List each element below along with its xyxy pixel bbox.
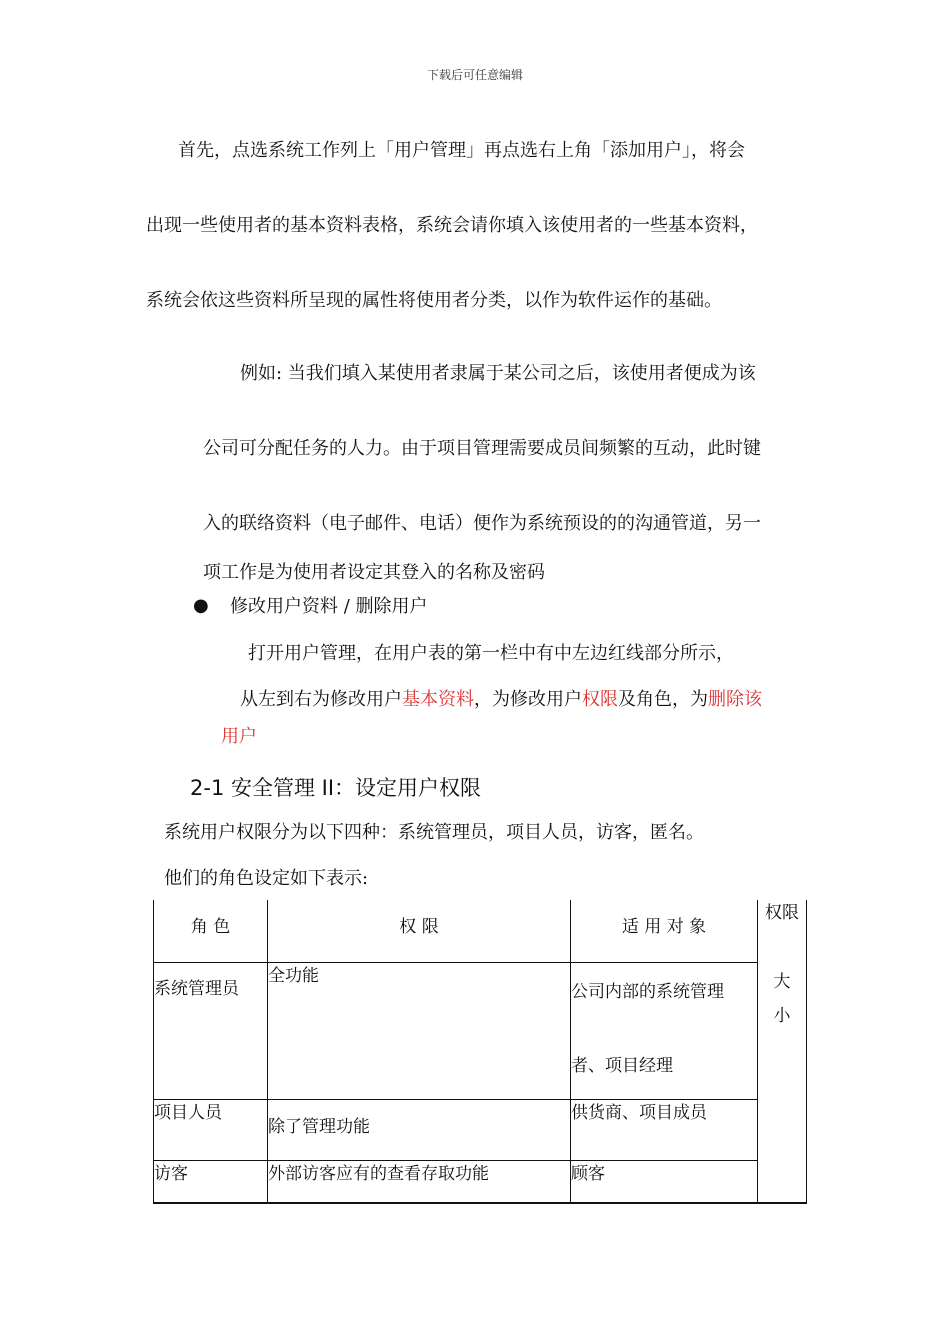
level-low: 小 bbox=[773, 1005, 791, 1026]
cell-permission: 外部访客应有的查看存取功能 bbox=[268, 1161, 571, 1203]
example-line-1: 例如: 当我们填入某使用者隶属于某公司之后，该使用者便成为该 bbox=[240, 363, 756, 384]
cell-role: 项目人员 bbox=[154, 1100, 268, 1161]
modify-line-1: 打开用户管理，在用户表的第一栏中有中左边红线部分所示， bbox=[248, 643, 734, 664]
modify-text-c: 及角色，为 bbox=[618, 689, 708, 710]
cell-role: 系统管理员 bbox=[154, 963, 268, 1100]
red-delete: 删除该 bbox=[708, 689, 762, 710]
cell-target: 公司内部的系统管理 者、项目经理 bbox=[571, 963, 758, 1100]
section-line-2: 他们的角色设定如下表示: bbox=[164, 868, 369, 889]
red-permission: 权限 bbox=[582, 689, 618, 710]
example-line-2: 公司可分配任务的人力。由于项目管理需要成员间频繁的互动，此时键 bbox=[203, 438, 761, 459]
cell-permission: 全功能 bbox=[268, 963, 571, 1100]
bullet-icon: ● bbox=[193, 595, 209, 616]
roles-table bbox=[153, 900, 807, 1204]
modify-line-3: 用户 bbox=[221, 726, 257, 747]
table-row bbox=[154, 1161, 807, 1203]
header-target: 适 用 对 象 bbox=[571, 900, 758, 963]
modify-text-a: 从左到右为修改用户 bbox=[240, 689, 402, 710]
table-header-row bbox=[154, 900, 807, 963]
intro-line-2: 出现一些使用者的基本资料表格，系统会请你填入该使用者的一些基本资料， bbox=[146, 215, 758, 236]
cell-target: 供货商、项目成员 bbox=[571, 1100, 758, 1161]
modify-text-b: ，为修改用户 bbox=[474, 689, 582, 710]
modify-line-2 bbox=[240, 688, 762, 712]
header-level: 权限 bbox=[758, 900, 807, 963]
level-high: 大 bbox=[773, 971, 791, 992]
intro-line-1: 首先，点选系统工作列上「用户管理」再点选右上角「添加用户」，将会 bbox=[178, 140, 745, 161]
example-line-4: 项工作是为使用者设定其登入的名称及密码 bbox=[203, 562, 545, 583]
intro-line-3: 系统会依这些资料所呈现的属性将使用者分类，以作为软件运作的基础。 bbox=[146, 290, 722, 311]
cell-target: 顾客 bbox=[571, 1161, 758, 1203]
red-basic-info: 基本资料 bbox=[402, 689, 474, 710]
header-permission: 权 限 bbox=[268, 900, 571, 963]
table-row bbox=[154, 963, 807, 1100]
page-header: 下载后可任意编辑 bbox=[426, 68, 523, 82]
table-row bbox=[154, 1100, 807, 1161]
cell-role: 访客 bbox=[154, 1161, 268, 1203]
cell-permission: 除了管理功能 bbox=[268, 1100, 571, 1161]
section-heading: 2-1 安全管理 II：设定用户权限 bbox=[190, 776, 482, 800]
section-line-1: 系统用户权限分为以下四种：系统管理员，项目人员，访客，匿名。 bbox=[164, 822, 704, 843]
cell-level bbox=[758, 963, 807, 1203]
example-line-3: 入的联络资料（电子邮件、电话）便作为系统预设的的沟通管道，另一 bbox=[203, 513, 761, 534]
bullet-item-text: 修改用户资料 / 删除用户 bbox=[230, 596, 428, 617]
header-role: 角 色 bbox=[154, 900, 268, 963]
